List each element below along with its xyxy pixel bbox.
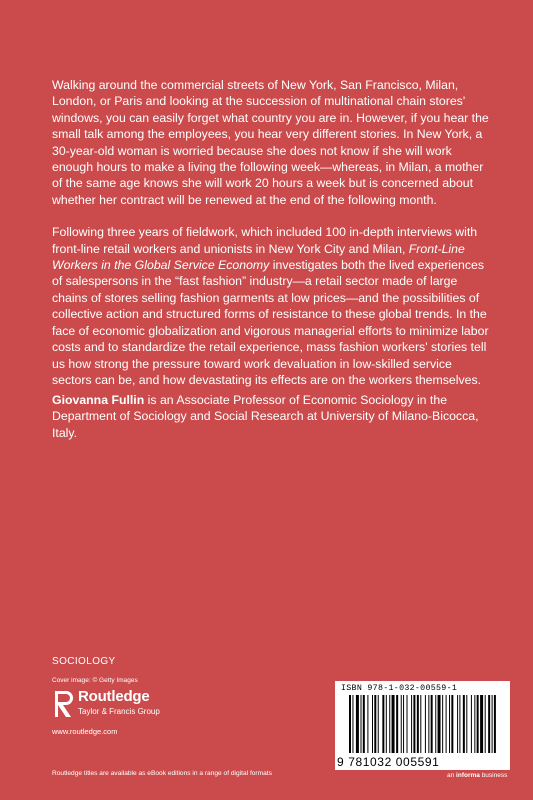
barcode-bar	[349, 695, 351, 753]
publisher-url: www.routledge.com	[52, 727, 118, 736]
informa-business	[447, 772, 507, 779]
barcode-bar	[471, 695, 472, 753]
barcode-bar	[374, 695, 376, 753]
barcode-bar	[386, 695, 387, 753]
barcode-bar	[363, 695, 365, 753]
barcode-digits: 9 781032 005591	[337, 755, 440, 769]
barcode-bars	[349, 695, 499, 755]
barcode-bar	[494, 695, 496, 753]
barcode-bar	[411, 695, 412, 753]
informa-suffix: business	[479, 772, 508, 779]
publisher-name: Routledge	[78, 688, 150, 705]
barcode-bar	[485, 695, 486, 753]
author-bio	[52, 392, 492, 441]
barcode-bar	[428, 695, 429, 753]
barcode-bar	[474, 695, 475, 753]
barcode-bar	[451, 695, 453, 753]
author-name: Giovanna Fullin	[52, 393, 145, 407]
barcode-bar	[403, 695, 404, 753]
barcode-bar	[378, 695, 379, 753]
cover-credit: Cover image: © Getty Images	[52, 677, 138, 684]
ebook-note: Routledge titles are available as eBook editions in a range of digital formats	[52, 770, 272, 777]
blurb-p2-rest: investigates both the lived experiences of salespersons in the “fast fashion” industry—a retail sector made of large chains of stores selling fashion garments at low prices—and the possibilities of collective action and structured forms of resistance to these global trends. In the face of economic globalization and vigorous managerial efforts to minimize labor costs and to standardize the retail experience, mass fashion workers' stories tell us how strong the pressure toward work devaluation in low-skilled service sectors can be, and how devastating its effects are on the workers themselves.	[52, 258, 489, 387]
publisher-logo	[52, 688, 212, 722]
barcode-bar	[361, 695, 362, 753]
blurb-p2-intro: Following three years of fieldwork, which included 100 in-depth interviews with front-line retail workers and unionists in New York City and Milan,	[52, 225, 478, 256]
isbn-label: ISBN 978-1-032-00559-1	[341, 684, 458, 693]
barcode-bar	[352, 695, 353, 753]
barcode-bar	[396, 695, 398, 753]
barcode-bar	[459, 695, 460, 753]
barcode-bar	[431, 695, 433, 753]
barcode-bar	[372, 695, 373, 753]
author-bio-text: is an Associate Professor of Economic Sociology in the Department of Sociology and Social Research at University of Milano-Bicocca, Italy.	[52, 393, 479, 440]
barcode-bar	[417, 695, 419, 753]
back-cover-blurb	[52, 77, 492, 404]
publisher-group: Taylor & Francis Group	[78, 707, 160, 716]
barcode-bar	[413, 695, 415, 753]
barcode-bar	[407, 695, 408, 753]
informa-prefix: an	[447, 772, 457, 779]
barcode-bar	[425, 695, 426, 753]
barcode-bar	[488, 695, 490, 753]
blurb-paragraph-2	[52, 224, 492, 388]
barcode-bar	[392, 695, 395, 753]
barcode-bar	[420, 695, 421, 753]
subject-category: SOCIOLOGY	[52, 656, 116, 667]
barcode-bar	[492, 695, 493, 753]
book-title: Front-Line Workers in the Global Service Economy	[52, 241, 465, 273]
barcode-bar	[389, 695, 390, 753]
barcode-bar	[477, 695, 479, 753]
barcode-bar	[449, 695, 450, 753]
barcode-bar	[480, 695, 483, 753]
barcode-bar	[463, 695, 465, 753]
barcode-bar	[442, 695, 443, 753]
barcode-bar	[356, 695, 359, 753]
barcode-bar	[446, 695, 447, 753]
barcode-bar	[382, 695, 384, 753]
routledge-logo-icon	[52, 689, 74, 719]
barcode-bar	[367, 695, 368, 753]
barcode-bar	[401, 695, 402, 753]
isbn-barcode	[335, 681, 510, 770]
barcode-bar	[466, 695, 467, 753]
blurb-paragraph-1: Walking around the commercial streets of New York, San Francisco, Milan, London, or Paris and looking at the succession of multinational chain stores' windows, you can easily forget what country you are in. However, if you hear the small talk among the employees, you hear very different stories. In New York, a 30-year-old woman is worried because she does not know if she will work enough hours to make a living the following week—whereas, in Milan, a mother of the same age knows she will work 20 hours a week but is concerned about whether her contract will be renewed at the end of the following month.	[52, 78, 489, 207]
barcode-bar	[435, 695, 436, 753]
informa-brand: informa	[456, 772, 480, 779]
barcode-bar	[438, 695, 441, 753]
barcode-bar	[457, 695, 458, 753]
